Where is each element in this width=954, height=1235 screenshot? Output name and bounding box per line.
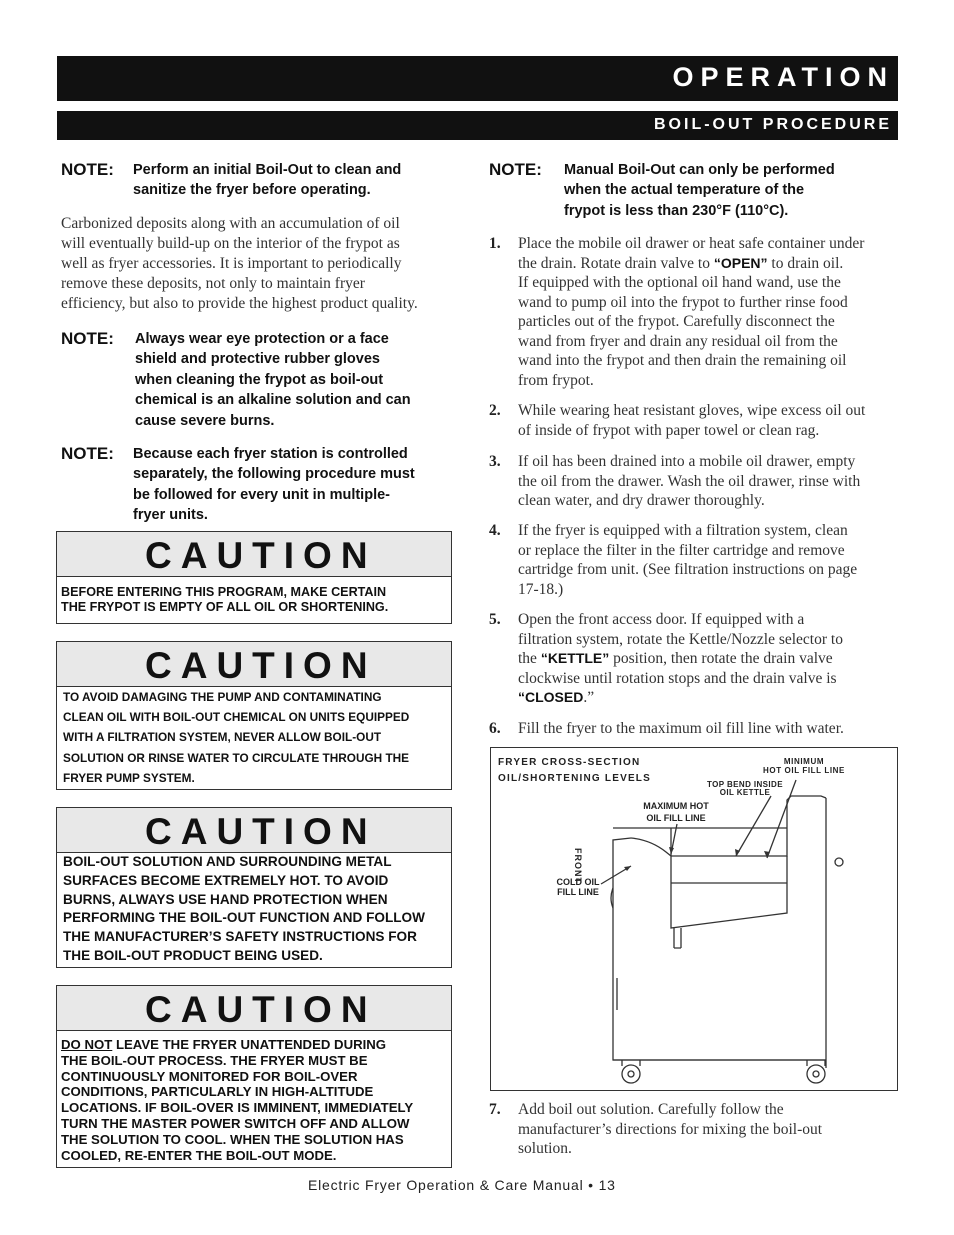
step-text [518, 610, 902, 708]
note-label: NOTE: [489, 160, 542, 179]
note-label: NOTE: [61, 444, 114, 463]
step-line: clean water, and dry drawer thoroughly. [518, 492, 765, 509]
step-line: Fill the fryer to the maximum oil fill line with water. [518, 720, 844, 737]
caution-box-empty-frypot: CAUTION BEFORE ENTERING THIS PROGRAM, MAKE CERTAIN THE FRYPOT IS EMPTY OF ALL OIL OR SHORTENING. [56, 531, 452, 624]
step-line: If equipped with the optional oil hand wand, use the [518, 274, 841, 291]
step-line: the “KETTLE” position, then rotate the drain valve [518, 650, 833, 667]
step-line: from frypot. [518, 371, 594, 389]
step-text [518, 1100, 902, 1159]
step-line: While wearing heat resistant gloves, wipe excess oil out [518, 402, 866, 419]
step-line: “CLOSED.” [518, 689, 595, 706]
step-line: particles out of the frypot. Carefully disconnect the [518, 313, 835, 330]
label-front: FRONT [573, 848, 583, 884]
step-number: 6. [489, 720, 501, 737]
step-number: 2. [489, 402, 501, 419]
section-header-bar [57, 56, 898, 101]
step-number: 7. [489, 1101, 501, 1118]
step-line: the drain. Rotate drain valve to “OPEN” to drain oil. [518, 254, 844, 272]
fryer-drawing [491, 748, 897, 1090]
note-fryer-station: NOTE: Because each fryer station is controlled separately, the following procedure must be followed for every unit in multiple- fryer units. [61, 444, 415, 524]
note-manual-boilout: NOTE: Manual Boil-Out can only be performed when the actual temperature of the frypot is less than 230°F (110°C). [489, 160, 835, 219]
step-number: 5. [489, 611, 501, 628]
step-text [518, 521, 902, 599]
note-eye-protection: NOTE: Always wear eye protection or a face shield and protective rubber gloves when cleaning the frypot as boil-out chemical is an alkaline solution and can cause severe burns. [61, 329, 411, 429]
step-line: wand into the frypot and then drain the remaining oil [518, 352, 847, 369]
step-line: cartridge from unit. (See filtration instructions on page [518, 561, 858, 578]
caution-title: CAUTION [145, 989, 377, 1030]
step-text [518, 401, 902, 440]
diagram-title: FRYER CROSS-SECTION OIL/SHORTENING LEVELS [498, 757, 651, 784]
fryer-cross-section-diagram [490, 747, 898, 1091]
caution-heading [57, 808, 451, 853]
label-minimum-hot-oil: MINIMUM HOT OIL FILL LINE [763, 757, 845, 775]
note-line: Perform an initial Boil-Out to clean and [133, 162, 402, 178]
caution-box-hot-surfaces: CAUTION BOIL-OUT SOLUTION AND SURROUNDING METAL SURFACES BECOME EXTREMELY HOT. TO AVOID BURNS, ALWAYS USE HAND PROTECTION WHEN PERFORMING THE BOIL-OUT FUNCTION AND FOLLOW THE MANUFACTURER’S SAFETY INSTRUCTIONS FOR THE BOIL-OUT PRODUCT BEING USED. [56, 807, 452, 968]
step-line: 17-18.) [518, 580, 564, 598]
intro-paragraph: Carbonized deposits along with an accumulation of oil will eventually build-up on the interior of the frypot as well as fryer accessories. It is important to periodically remove these deposits, not only to maintain fryer efficiency, but also to provide the highest product quality. [61, 215, 418, 312]
caution-box-unattended: CAUTION DO NOT LEAVE THE FRYER UNATTENDED DURING THE BOIL-OUT PROCESS. THE FRYER MUST BE CONTINUOUSLY MONITORED FOR BOIL-OVER CONDITIONS, PARTICULARLY IN HIGH-ALTITUDE LOCATIONS. IF BOIL-OVER IS IMMINENT, IMMEDIATELY TURN THE MASTER POWER SWITCH OFF AND ALLOW THE SOLUTION TO COOL. WHEN THE SOLUTION HAS COOLED, RE-ENTER THE BOIL-OUT MODE. [56, 985, 452, 1168]
step-line: Open the front access door. If equipped with a [518, 611, 805, 628]
caution-title: CAUTION [145, 811, 377, 852]
step-line: Place the mobile oil drawer or heat safe container under [518, 235, 865, 252]
step-number: 3. [489, 453, 501, 470]
step-line: the oil from the drawer. Wash the oil drawer, rinse with [518, 472, 861, 490]
step-line: wand to pump oil into the frypot to further rinse food [518, 293, 848, 311]
note-label: NOTE: [61, 329, 114, 348]
step-number: 1. [489, 235, 501, 252]
subsection-header-bar [57, 111, 898, 140]
caution-heading [57, 986, 451, 1031]
note-line: sanitize the fryer before operating. [133, 182, 371, 199]
note-initial-boilout [61, 162, 461, 206]
step-line: solution. [518, 1140, 572, 1157]
note-label: NOTE: [61, 160, 114, 179]
step-line: Add boil out solution. Carefully follow the [518, 1101, 784, 1118]
step-line: of inside of frypot with paper towel or clean rag. [518, 421, 820, 439]
step-line: manufacturer’s directions for mixing the boil-out [518, 1120, 823, 1138]
caution-title: CAUTION [145, 645, 377, 686]
caution-heading [57, 642, 451, 687]
step-text [518, 719, 902, 739]
step-line: If oil has been drained into a mobile oil drawer, empty [518, 453, 856, 470]
caution-heading [57, 532, 451, 577]
step-line: If the fryer is equipped with a filtration system, clean [518, 522, 848, 539]
page-footer: Electric Fryer Operation & Care Manual • 13 [308, 1177, 616, 1193]
step-line: or replace the filter in the filter cartridge and remove [518, 541, 845, 559]
label-cold-oil: COLD OIL FILL LINE [556, 877, 600, 897]
step-line: filtration system, rotate the Kettle/Nozzle selector to [518, 630, 843, 648]
subsection-title: BOIL-OUT PROCEDURE [654, 116, 892, 133]
section-title: OPERATION [672, 62, 894, 92]
step-text [518, 452, 902, 511]
label-maximum-hot-oil: MAXIMUM HOT OIL FILL LINE [643, 801, 709, 823]
step-line: wand from fryer and drain any residual oil from the [518, 332, 838, 350]
step-number: 4. [489, 522, 501, 539]
step-line: clockwise until rotation stops and the drain valve is [518, 669, 837, 687]
caution-title: CAUTION [145, 535, 377, 576]
label-top-bend: TOP BEND INSIDE OIL KETTLE [707, 780, 783, 797]
caution-box-pump: CAUTION TO AVOID DAMAGING THE PUMP AND CONTAMINATING CLEAN OIL WITH BOIL-OUT CHEMICAL ON UNITS EQUIPPED WITH A FILTRATION SYSTEM, NEVER ALLOW BOIL-OUT SOLUTION OR RINSE WATER TO CIRCULATE THROUGH THE FRYER PUMP SYSTEM. [56, 641, 452, 790]
step-text [518, 234, 902, 390]
